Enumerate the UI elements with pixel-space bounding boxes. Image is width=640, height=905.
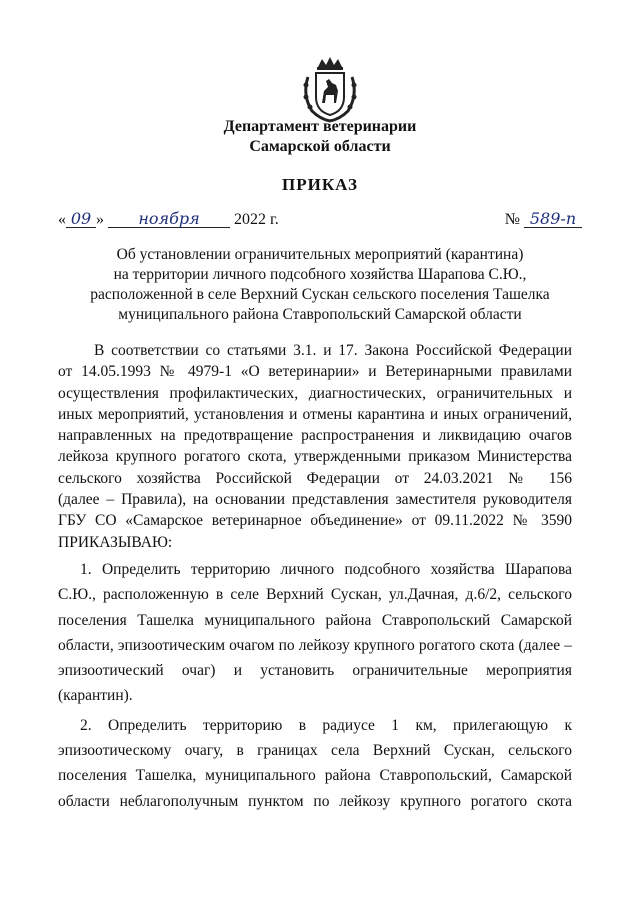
body-line: эпизоотическому очагу, в границах села Верхний Сускан, сельского [58, 742, 572, 760]
body-item-2: 2. Определить территорию в радиусе 1 км, прилегающую к [80, 716, 572, 734]
body-line: области неблагополучным пунктом по лейкозу крупного рогатого скота [58, 792, 572, 810]
department-name-line2: Самарской области [249, 138, 391, 155]
subject-line: Об установлении ограничительных мероприятий (карантина) [116, 246, 524, 263]
body-line-order-word: ПРИКАЗЫВАЮ: [58, 533, 173, 551]
body-line: от 14.05.1993 № 4979-1 «О ветеринарии» и Ветеринарными правилами [58, 363, 572, 381]
body-line: иных мероприятий, установления и отмены карантина и иных ограничений, [58, 405, 572, 423]
order-body [58, 340, 572, 812]
number-prefix: № [504, 211, 520, 228]
date-day: 09 [66, 210, 96, 228]
order-subject [0, 245, 640, 325]
number-value: 589-п [524, 210, 582, 228]
date-month: ноября [108, 210, 230, 228]
body-line: поселения Ташелка муниципального района Ставропольский Самарской [58, 611, 572, 629]
body-line: направленных на предотвращение распространения и ликвидацию очагов [58, 427, 572, 445]
body-line: С.Ю., расположенную в селе Верхний Сускан, ул.Дачная, д.6/2, сельского [58, 586, 572, 604]
body-line: В соответствии со статьями 3.1. и 17. Закона Российской Федерации [94, 342, 572, 359]
body-line: области, эпизоотическим очагом по лейкозу крупного рогатого скота (далее – [58, 636, 572, 654]
body-line: лейкоза крупного рогатого скота, утвержденными приказом Министерства [58, 448, 572, 466]
body-line: осуществления профилактических, диагностических, ограничительных и [58, 384, 572, 402]
coat-of-arms-emblem [298, 55, 362, 123]
subject-line: на территории личного подсобного хозяйства Шарапова С.Ю., [113, 266, 527, 283]
department-name-line1: Департамент ветеринарии [223, 118, 417, 135]
body-line: поселения Ташелка, муниципального района Ставропольский, Самарской [58, 767, 572, 785]
body-line: (далее – Правила), на основании представления заместителя руководителя [58, 491, 572, 509]
body-line: ГБУ СО «Самарское ветеринарное объединение» от 09.11.2022 № 3590 [58, 512, 572, 530]
body-line: (карантин). [58, 687, 133, 705]
order-number [505, 210, 582, 229]
body-line: сельского хозяйства Российской Федерации от 24.03.2021 № 156 [58, 469, 572, 487]
date-year: 2022 г. [234, 211, 279, 228]
subject-line: расположенной в селе Верхний Сускан сельского поселения Ташелка [90, 286, 550, 303]
order-date [58, 210, 279, 229]
document-type-title: ПРИКАЗ [282, 175, 358, 194]
subject-line: муниципального района Ставропольский Самарской области [118, 306, 522, 323]
body-item-1: 1. Определить территорию личного подсобного хозяйства Шарапова [80, 560, 572, 578]
body-line: эпизоотический очаг) и установить ограничительные мероприятия [58, 662, 572, 680]
date-close-quote: » [96, 211, 104, 228]
date-open-quote: « [58, 211, 66, 228]
